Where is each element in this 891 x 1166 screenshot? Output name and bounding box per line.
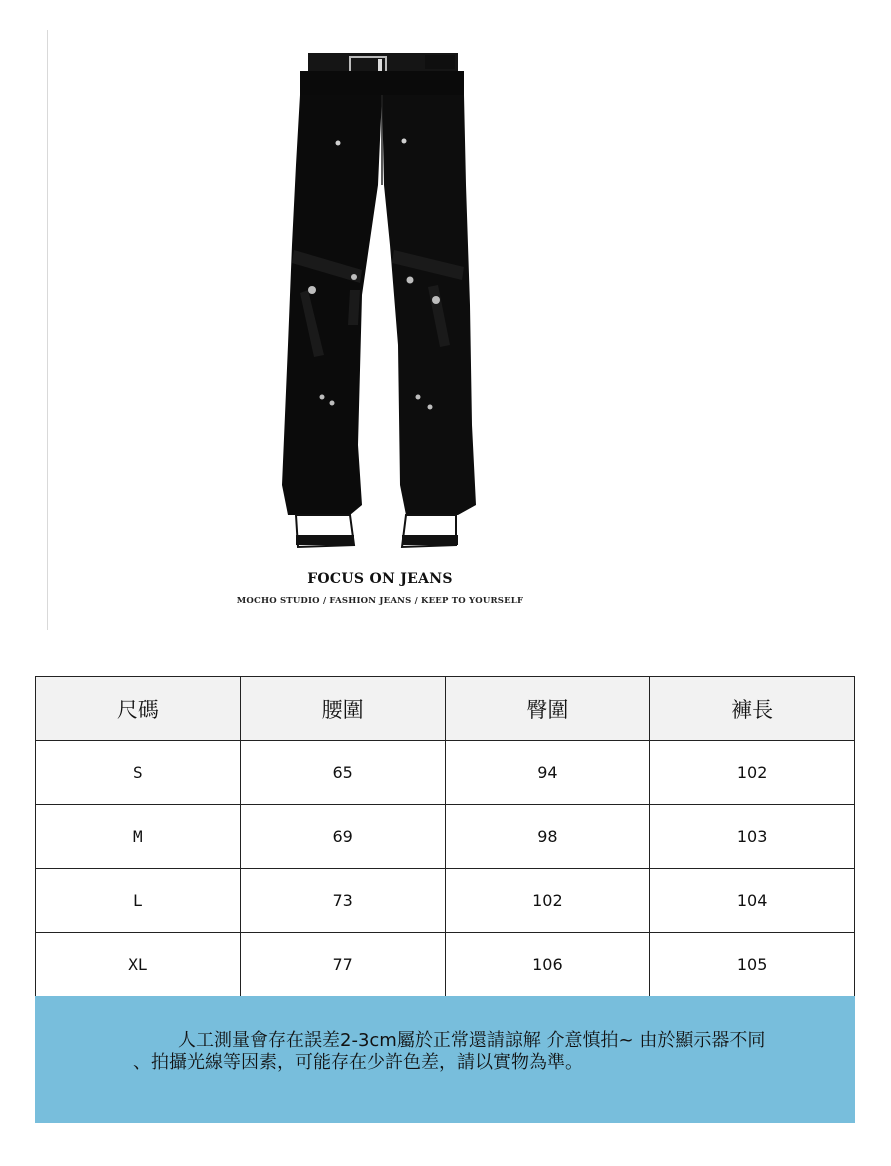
hip-cell: 98 (445, 805, 650, 869)
note-line-2: 、拍攝光線等因素，可能存在少許色差，請以實物為準。 (133, 1052, 583, 1073)
header-hip: 臀圍 (445, 677, 650, 741)
length-cell: 102 (650, 741, 855, 805)
waist-cell: 69 (240, 805, 445, 869)
waist-cell: 73 (240, 869, 445, 933)
length-cell: 103 (650, 805, 855, 869)
header-size: 尺碼 (36, 677, 241, 741)
waist-cell: 77 (240, 933, 445, 997)
product-caption-title: FOCUS ON JEANS (307, 571, 453, 587)
size-cell: M (36, 805, 241, 869)
header-waist: 腰圍 (240, 677, 445, 741)
note-line-1: 人工測量會存在誤差2-3cm屬於正常還請諒解 介意慎拍~ 由於顯示器不同 (178, 1030, 766, 1051)
hip-cell: 94 (445, 741, 650, 805)
waist-cell: 65 (240, 741, 445, 805)
table-row (36, 869, 855, 933)
size-cell: L (36, 869, 241, 933)
measurement-note-text (133, 1030, 843, 1074)
table-row (36, 741, 855, 805)
left-divider-line (47, 30, 48, 630)
table-row (36, 933, 855, 997)
hip-cell: 102 (445, 869, 650, 933)
table-header-row (36, 677, 855, 741)
hip-cell: 106 (445, 933, 650, 997)
size-cell: S (36, 741, 241, 805)
length-cell: 104 (650, 869, 855, 933)
size-cell: XL (36, 933, 241, 997)
length-cell: 105 (650, 933, 855, 997)
product-image (250, 45, 510, 565)
size-chart-table (35, 676, 855, 997)
measurement-note-panel (35, 996, 855, 1123)
header-length: 褲長 (650, 677, 855, 741)
table-row (36, 805, 855, 869)
product-caption-subtitle: MOCHO STUDIO / FASHION JEANS / KEEP TO YOURSELF (236, 596, 524, 606)
